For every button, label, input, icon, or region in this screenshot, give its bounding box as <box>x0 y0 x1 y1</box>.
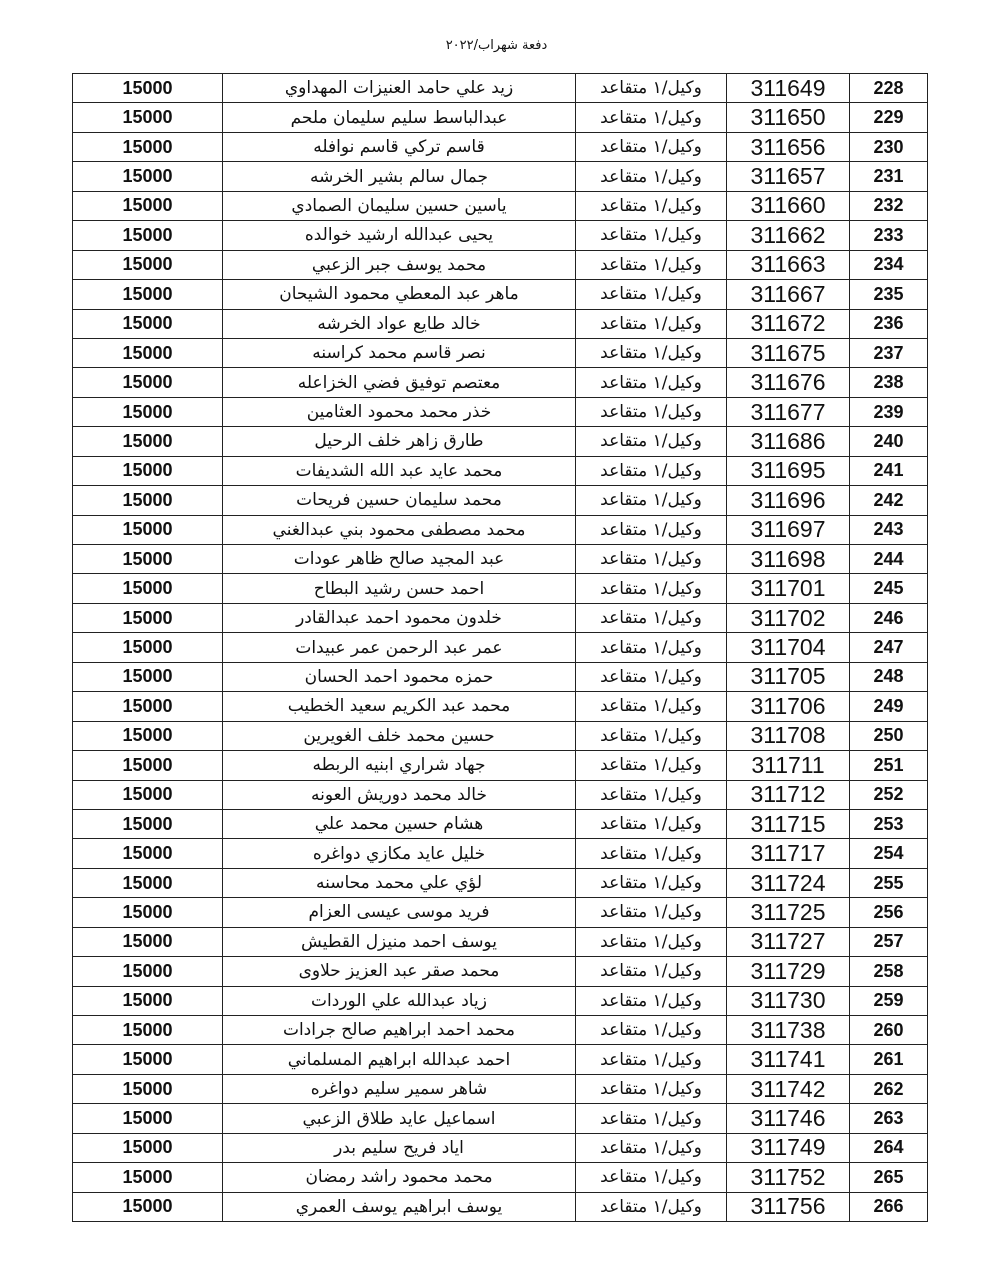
rank-cell: وكيل/١ متقاعد <box>576 338 727 367</box>
table-row <box>73 1045 928 1074</box>
table-row <box>73 309 928 338</box>
full-name-cell: محمد يوسف جبر الزعبي <box>223 250 576 279</box>
rank-cell: وكيل/١ متقاعد <box>576 1104 727 1133</box>
page-header: دفعة شهراب/٢٠٢٢ <box>445 38 548 53</box>
row-number-cell: 243 <box>850 515 928 544</box>
table-row <box>73 662 928 691</box>
military-id-cell: 311701 <box>727 574 850 603</box>
table-row <box>73 603 928 632</box>
full-name-cell: اياد فريح سليم بدر <box>223 1133 576 1162</box>
full-name-cell: ياسين حسين سليمان الصمادي <box>223 191 576 220</box>
amount-cell: 15000 <box>73 1192 223 1221</box>
full-name-cell: هشام حسين محمد علي <box>223 809 576 838</box>
row-number-cell: 241 <box>850 456 928 485</box>
amount-cell: 15000 <box>73 74 223 103</box>
amount-cell: 15000 <box>73 280 223 309</box>
military-id-cell: 311649 <box>727 74 850 103</box>
military-id-cell: 311705 <box>727 662 850 691</box>
full-name-cell: يوسف ابراهيم يوسف العمري <box>223 1192 576 1221</box>
amount-cell: 15000 <box>73 1074 223 1103</box>
amount-cell: 15000 <box>73 397 223 426</box>
table-row <box>73 280 928 309</box>
table-row <box>73 1133 928 1162</box>
amount-cell: 15000 <box>73 132 223 161</box>
military-id-cell: 311711 <box>727 751 850 780</box>
military-id-cell: 311656 <box>727 132 850 161</box>
row-number-cell: 259 <box>850 986 928 1015</box>
row-number-cell: 246 <box>850 603 928 632</box>
row-number-cell: 251 <box>850 751 928 780</box>
row-number-cell: 258 <box>850 957 928 986</box>
rank-cell: وكيل/١ متقاعد <box>576 191 727 220</box>
row-number-cell: 247 <box>850 633 928 662</box>
amount-cell: 15000 <box>73 839 223 868</box>
table-row <box>73 132 928 161</box>
full-name-cell: احمد عبدالله ابراهيم المسلماني <box>223 1045 576 1074</box>
amount-cell: 15000 <box>73 515 223 544</box>
military-id-cell: 311663 <box>727 250 850 279</box>
table-row <box>73 721 928 750</box>
full-name-cell: خذر محمد محمود العثامين <box>223 397 576 426</box>
full-name-cell: عبد المجيد صالح ظاهر عودات <box>223 545 576 574</box>
table-row <box>73 1104 928 1133</box>
military-id-cell: 311672 <box>727 309 850 338</box>
table-row <box>73 809 928 838</box>
table-row <box>73 250 928 279</box>
rank-cell: وكيل/١ متقاعد <box>576 809 727 838</box>
table-row <box>73 515 928 544</box>
rank-cell: وكيل/١ متقاعد <box>576 103 727 132</box>
military-id-cell: 311741 <box>727 1045 850 1074</box>
rank-cell: وكيل/١ متقاعد <box>576 868 727 897</box>
roster-body <box>73 74 928 1222</box>
amount-cell: 15000 <box>73 427 223 456</box>
amount-cell: 15000 <box>73 1045 223 1074</box>
rank-cell: وكيل/١ متقاعد <box>576 250 727 279</box>
row-number-cell: 244 <box>850 545 928 574</box>
rank-cell: وكيل/١ متقاعد <box>576 662 727 691</box>
amount-cell: 15000 <box>73 338 223 367</box>
row-number-cell: 233 <box>850 221 928 250</box>
military-id-cell: 311730 <box>727 986 850 1015</box>
full-name-cell: محمد صقر عبد العزيز حلاوى <box>223 957 576 986</box>
amount-cell: 15000 <box>73 250 223 279</box>
full-name-cell: قاسم تركي قاسم نوافله <box>223 132 576 161</box>
full-name-cell: محمد محمود راشد رمضان <box>223 1163 576 1192</box>
row-number-cell: 242 <box>850 486 928 515</box>
table-row <box>73 957 928 986</box>
rank-cell: وكيل/١ متقاعد <box>576 368 727 397</box>
military-id-cell: 311727 <box>727 927 850 956</box>
full-name-cell: عمر عبد الرحمن عمر عبيدات <box>223 633 576 662</box>
military-id-cell: 311749 <box>727 1133 850 1162</box>
table-row <box>73 427 928 456</box>
military-id-cell: 311677 <box>727 397 850 426</box>
rank-cell: وكيل/١ متقاعد <box>576 721 727 750</box>
amount-cell: 15000 <box>73 456 223 485</box>
full-name-cell: حسين محمد خلف الغويرين <box>223 721 576 750</box>
rank-cell: وكيل/١ متقاعد <box>576 1133 727 1162</box>
military-id-cell: 311704 <box>727 633 850 662</box>
full-name-cell: حمزه محمود احمد الحسان <box>223 662 576 691</box>
table-row <box>73 574 928 603</box>
row-number-cell: 245 <box>850 574 928 603</box>
military-id-cell: 311696 <box>727 486 850 515</box>
rank-cell: وكيل/١ متقاعد <box>576 692 727 721</box>
row-number-cell: 250 <box>850 721 928 750</box>
row-number-cell: 254 <box>850 839 928 868</box>
table-row <box>73 368 928 397</box>
row-number-cell: 262 <box>850 1074 928 1103</box>
amount-cell: 15000 <box>73 1016 223 1045</box>
amount-cell: 15000 <box>73 751 223 780</box>
rank-cell: وكيل/١ متقاعد <box>576 1016 727 1045</box>
full-name-cell: زياد عبدالله علي الوردات <box>223 986 576 1015</box>
military-id-cell: 311724 <box>727 868 850 897</box>
rank-cell: وكيل/١ متقاعد <box>576 545 727 574</box>
table-row <box>73 839 928 868</box>
rank-cell: وكيل/١ متقاعد <box>576 74 727 103</box>
full-name-cell: محمد سليمان حسين فريحات <box>223 486 576 515</box>
row-number-cell: 229 <box>850 103 928 132</box>
row-number-cell: 238 <box>850 368 928 397</box>
rank-cell: وكيل/١ متقاعد <box>576 132 727 161</box>
rank-cell: وكيل/١ متقاعد <box>576 515 727 544</box>
row-number-cell: 261 <box>850 1045 928 1074</box>
rank-cell: وكيل/١ متقاعد <box>576 1192 727 1221</box>
amount-cell: 15000 <box>73 692 223 721</box>
amount-cell: 15000 <box>73 368 223 397</box>
rank-cell: وكيل/١ متقاعد <box>576 280 727 309</box>
military-id-cell: 311697 <box>727 515 850 544</box>
full-name-cell: زيد علي حامد العنيزات المهداوي <box>223 74 576 103</box>
military-id-cell: 311686 <box>727 427 850 456</box>
military-id-cell: 311742 <box>727 1074 850 1103</box>
military-id-cell: 311717 <box>727 839 850 868</box>
military-id-cell: 311708 <box>727 721 850 750</box>
military-id-cell: 311712 <box>727 780 850 809</box>
full-name-cell: احمد حسن رشيد البطاح <box>223 574 576 603</box>
full-name-cell: طارق زاهر خلف الرحيل <box>223 427 576 456</box>
table-row <box>73 927 928 956</box>
amount-cell: 15000 <box>73 1133 223 1162</box>
amount-cell: 15000 <box>73 721 223 750</box>
amount-cell: 15000 <box>73 162 223 191</box>
row-number-cell: 248 <box>850 662 928 691</box>
rank-cell: وكيل/١ متقاعد <box>576 839 727 868</box>
table-row <box>73 1016 928 1045</box>
amount-cell: 15000 <box>73 603 223 632</box>
table-row <box>73 456 928 485</box>
rank-cell: وكيل/١ متقاعد <box>576 221 727 250</box>
full-name-cell: جهاد شراري ابنيه الربطه <box>223 751 576 780</box>
table-row <box>73 162 928 191</box>
row-number-cell: 236 <box>850 309 928 338</box>
row-number-cell: 230 <box>850 132 928 161</box>
amount-cell: 15000 <box>73 868 223 897</box>
rank-cell: وكيل/١ متقاعد <box>576 603 727 632</box>
table-row <box>73 486 928 515</box>
table-row <box>73 191 928 220</box>
row-number-cell: 256 <box>850 898 928 927</box>
military-id-cell: 311657 <box>727 162 850 191</box>
rank-cell: وكيل/١ متقاعد <box>576 780 727 809</box>
rank-cell: وكيل/١ متقاعد <box>576 456 727 485</box>
table-row <box>73 692 928 721</box>
full-name-cell: لؤي علي محمد محاسنه <box>223 868 576 897</box>
row-number-cell: 235 <box>850 280 928 309</box>
table-row <box>73 898 928 927</box>
amount-cell: 15000 <box>73 221 223 250</box>
rank-cell: وكيل/١ متقاعد <box>576 986 727 1015</box>
row-number-cell: 234 <box>850 250 928 279</box>
table-row <box>73 1163 928 1192</box>
full-name-cell: خالد طايع عواد الخرشه <box>223 309 576 338</box>
roster-table <box>72 73 928 1222</box>
military-id-cell: 311698 <box>727 545 850 574</box>
row-number-cell: 240 <box>850 427 928 456</box>
rank-cell: وكيل/١ متقاعد <box>576 574 727 603</box>
row-number-cell: 249 <box>850 692 928 721</box>
row-number-cell: 263 <box>850 1104 928 1133</box>
row-number-cell: 252 <box>850 780 928 809</box>
rank-cell: وكيل/١ متقاعد <box>576 1163 727 1192</box>
table-row <box>73 1192 928 1221</box>
full-name-cell: معتصم توفيق فضي الخزاعله <box>223 368 576 397</box>
amount-cell: 15000 <box>73 103 223 132</box>
rank-cell: وكيل/١ متقاعد <box>576 751 727 780</box>
full-name-cell: محمد مصطفى محمود بني عبدالغني <box>223 515 576 544</box>
rank-cell: وكيل/١ متقاعد <box>576 1045 727 1074</box>
table-row <box>73 751 928 780</box>
military-id-cell: 311738 <box>727 1016 850 1045</box>
table-row <box>73 103 928 132</box>
amount-cell: 15000 <box>73 1104 223 1133</box>
military-id-cell: 311695 <box>727 456 850 485</box>
full-name-cell: ماهر عبد المعطي محمود الشيحان <box>223 280 576 309</box>
full-name-cell: يحيى عبدالله ارشيد خوالده <box>223 221 576 250</box>
rank-cell: وكيل/١ متقاعد <box>576 309 727 338</box>
military-id-cell: 311650 <box>727 103 850 132</box>
full-name-cell: خليل عايد مكازي دواغره <box>223 839 576 868</box>
military-id-cell: 311706 <box>727 692 850 721</box>
military-id-cell: 311675 <box>727 338 850 367</box>
row-number-cell: 266 <box>850 1192 928 1221</box>
row-number-cell: 239 <box>850 397 928 426</box>
amount-cell: 15000 <box>73 191 223 220</box>
row-number-cell: 265 <box>850 1163 928 1192</box>
rank-cell: وكيل/١ متقاعد <box>576 427 727 456</box>
full-name-cell: خلدون محمود احمد عبدالقادر <box>223 603 576 632</box>
amount-cell: 15000 <box>73 486 223 515</box>
row-number-cell: 228 <box>850 74 928 103</box>
full-name-cell: خالد محمد دوريش العونه <box>223 780 576 809</box>
full-name-cell: عبدالباسط سليم سليمان ملحم <box>223 103 576 132</box>
rank-cell: وكيل/١ متقاعد <box>576 162 727 191</box>
full-name-cell: شاهر سمير سليم دواغره <box>223 1074 576 1103</box>
full-name-cell: اسماعيل عايد طلاق الزعبي <box>223 1104 576 1133</box>
table-row <box>73 545 928 574</box>
amount-cell: 15000 <box>73 986 223 1015</box>
rank-cell: وكيل/١ متقاعد <box>576 1074 727 1103</box>
military-id-cell: 311660 <box>727 191 850 220</box>
military-id-cell: 311676 <box>727 368 850 397</box>
row-number-cell: 255 <box>850 868 928 897</box>
military-id-cell: 311662 <box>727 221 850 250</box>
amount-cell: 15000 <box>73 927 223 956</box>
amount-cell: 15000 <box>73 809 223 838</box>
rank-cell: وكيل/١ متقاعد <box>576 633 727 662</box>
full-name-cell: يوسف احمد منيزل القطيش <box>223 927 576 956</box>
table-row <box>73 74 928 103</box>
full-name-cell: محمد عبد الكريم سعيد الخطيب <box>223 692 576 721</box>
amount-cell: 15000 <box>73 780 223 809</box>
military-id-cell: 311746 <box>727 1104 850 1133</box>
full-name-cell: جمال سالم بشير الخرشه <box>223 162 576 191</box>
full-name-cell: محمد احمد ابراهيم صالح جرادات <box>223 1016 576 1045</box>
military-id-cell: 311725 <box>727 898 850 927</box>
table-row <box>73 780 928 809</box>
military-id-cell: 311756 <box>727 1192 850 1221</box>
rank-cell: وكيل/١ متقاعد <box>576 957 727 986</box>
table-row <box>73 633 928 662</box>
full-name-cell: نصر قاسم محمد كراسنه <box>223 338 576 367</box>
amount-cell: 15000 <box>73 898 223 927</box>
row-number-cell: 264 <box>850 1133 928 1162</box>
full-name-cell: فريد موسى عيسى العزام <box>223 898 576 927</box>
table-row <box>73 397 928 426</box>
military-id-cell: 311729 <box>727 957 850 986</box>
row-number-cell: 253 <box>850 809 928 838</box>
row-number-cell: 257 <box>850 927 928 956</box>
full-name-cell: محمد عايد عبد الله الشديفات <box>223 456 576 485</box>
amount-cell: 15000 <box>73 957 223 986</box>
military-id-cell: 311715 <box>727 809 850 838</box>
amount-cell: 15000 <box>73 545 223 574</box>
table-row <box>73 986 928 1015</box>
amount-cell: 15000 <box>73 633 223 662</box>
row-number-cell: 237 <box>850 338 928 367</box>
military-id-cell: 311752 <box>727 1163 850 1192</box>
row-number-cell: 260 <box>850 1016 928 1045</box>
table-row <box>73 1074 928 1103</box>
table-row <box>73 338 928 367</box>
table-row <box>73 868 928 897</box>
rank-cell: وكيل/١ متقاعد <box>576 486 727 515</box>
military-id-cell: 311702 <box>727 603 850 632</box>
military-id-cell: 311667 <box>727 280 850 309</box>
table-row <box>73 221 928 250</box>
rank-cell: وكيل/١ متقاعد <box>576 397 727 426</box>
row-number-cell: 231 <box>850 162 928 191</box>
amount-cell: 15000 <box>73 309 223 338</box>
row-number-cell: 232 <box>850 191 928 220</box>
amount-cell: 15000 <box>73 662 223 691</box>
rank-cell: وكيل/١ متقاعد <box>576 927 727 956</box>
rank-cell: وكيل/١ متقاعد <box>576 898 727 927</box>
amount-cell: 15000 <box>73 574 223 603</box>
amount-cell: 15000 <box>73 1163 223 1192</box>
